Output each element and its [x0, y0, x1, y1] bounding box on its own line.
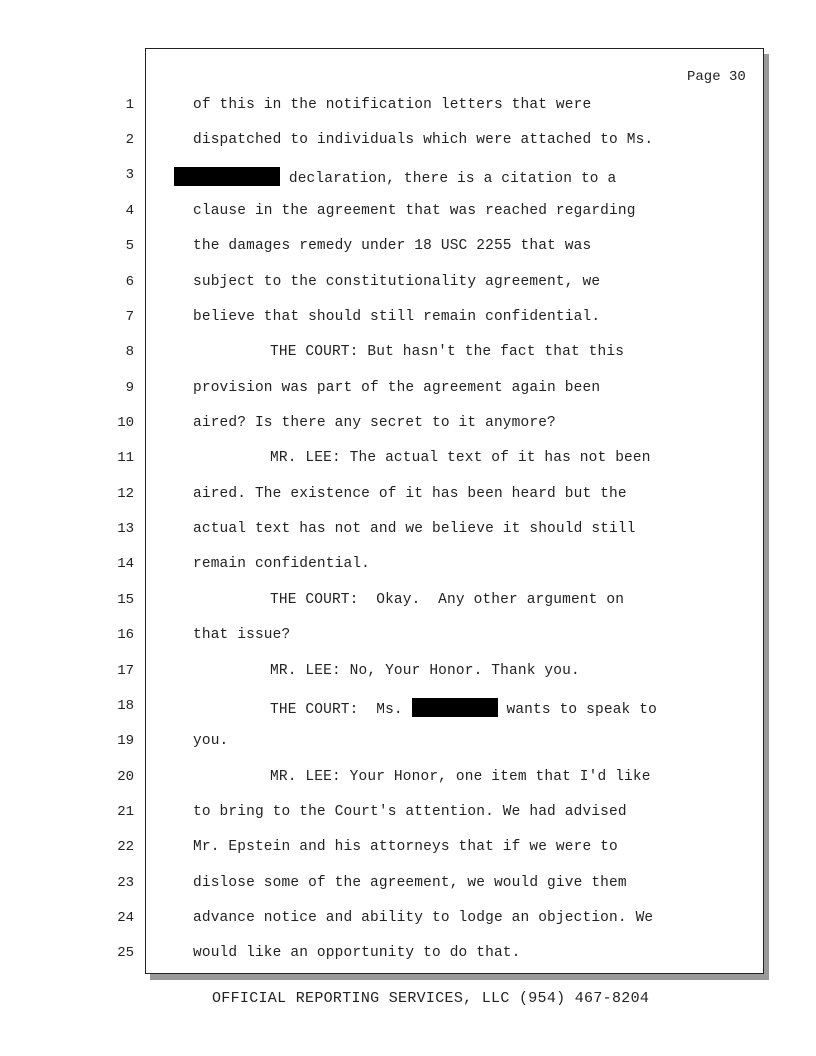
transcript-line: subject to the constitutionality agreement, we [193, 274, 601, 290]
transcript-line: actual text has not and we believe it should still [193, 521, 636, 537]
line-number: 16 [117, 627, 134, 643]
transcript-line: dislose some of the agreement, we would give them [193, 875, 627, 891]
line-number: 4 [125, 203, 134, 219]
line-number: 15 [117, 592, 134, 608]
line-number: 13 [117, 521, 134, 537]
line-number: 2 [125, 132, 134, 148]
transcript-line: the damages remedy under 18 USC 2255 that was [193, 238, 592, 254]
line-number: 8 [125, 344, 134, 360]
transcript-line [270, 698, 657, 718]
transcript-line: aired? Is there any secret to it anymore? [193, 415, 556, 431]
transcript-line: aired. The existence of it has been heard but the [193, 486, 627, 502]
line-number: 7 [125, 309, 134, 325]
transcript-line: clause in the agreement that was reached regarding [193, 203, 636, 219]
line-number: 10 [117, 415, 134, 431]
redaction-bar [412, 698, 498, 717]
transcript-line: that issue? [193, 627, 291, 643]
line-number: 3 [125, 167, 134, 183]
redaction-bar [174, 167, 280, 186]
line-number: 24 [117, 910, 134, 926]
transcript-line: of this in the notification letters that were [193, 97, 592, 113]
line-number: 23 [117, 875, 134, 891]
line-number: 17 [117, 663, 134, 679]
transcript-line: MR. LEE: Your Honor, one item that I'd like [270, 769, 651, 785]
line-number: 21 [117, 804, 134, 820]
transcript-line: MR. LEE: The actual text of it has not been [270, 450, 651, 466]
transcript-line: to bring to the Court's attention. We had advised [193, 804, 627, 820]
line-number: 20 [117, 769, 134, 785]
line-number: 5 [125, 238, 134, 254]
transcript-line: would like an opportunity to do that. [193, 945, 521, 961]
transcript-line: remain confidential. [193, 556, 371, 572]
transcript-line: believe that should still remain confidential. [193, 309, 601, 325]
transcript-line-text: THE COURT: Ms. [270, 702, 412, 718]
line-number: 11 [117, 450, 134, 466]
line-number: 14 [117, 556, 134, 572]
line-number: 18 [117, 698, 134, 714]
transcript-line-text: wants to speak to [497, 702, 657, 718]
line-number: 6 [125, 274, 134, 290]
line-number: 19 [117, 733, 134, 749]
transcript-line: THE COURT: Okay. Any other argument on [270, 592, 625, 608]
transcript-line: dispatched to individuals which were attached to Ms. [193, 132, 654, 148]
transcript-line: THE COURT: But hasn't the fact that this [270, 344, 625, 360]
line-number: 22 [117, 839, 134, 855]
reporter-footer: OFFICIAL REPORTING SERVICES, LLC (954) 467-8204 [212, 990, 650, 1007]
line-number: 25 [117, 945, 134, 961]
transcript-line: Mr. Epstein and his attorneys that if we were to [193, 839, 618, 855]
transcript-line: you. [193, 733, 229, 749]
transcript-line: MR. LEE: No, Your Honor. Thank you. [270, 663, 580, 679]
line-number: 9 [125, 380, 134, 396]
transcript-line: provision was part of the agreement again been [193, 380, 601, 396]
transcript-line-text: declaration, there is a citation to a [280, 171, 617, 187]
transcript-line: advance notice and ability to lodge an objection. We [193, 910, 654, 926]
page-number-label: Page 30 [687, 69, 746, 85]
transcript-line [174, 167, 616, 187]
line-number: 1 [125, 97, 134, 113]
line-number: 12 [117, 486, 134, 502]
